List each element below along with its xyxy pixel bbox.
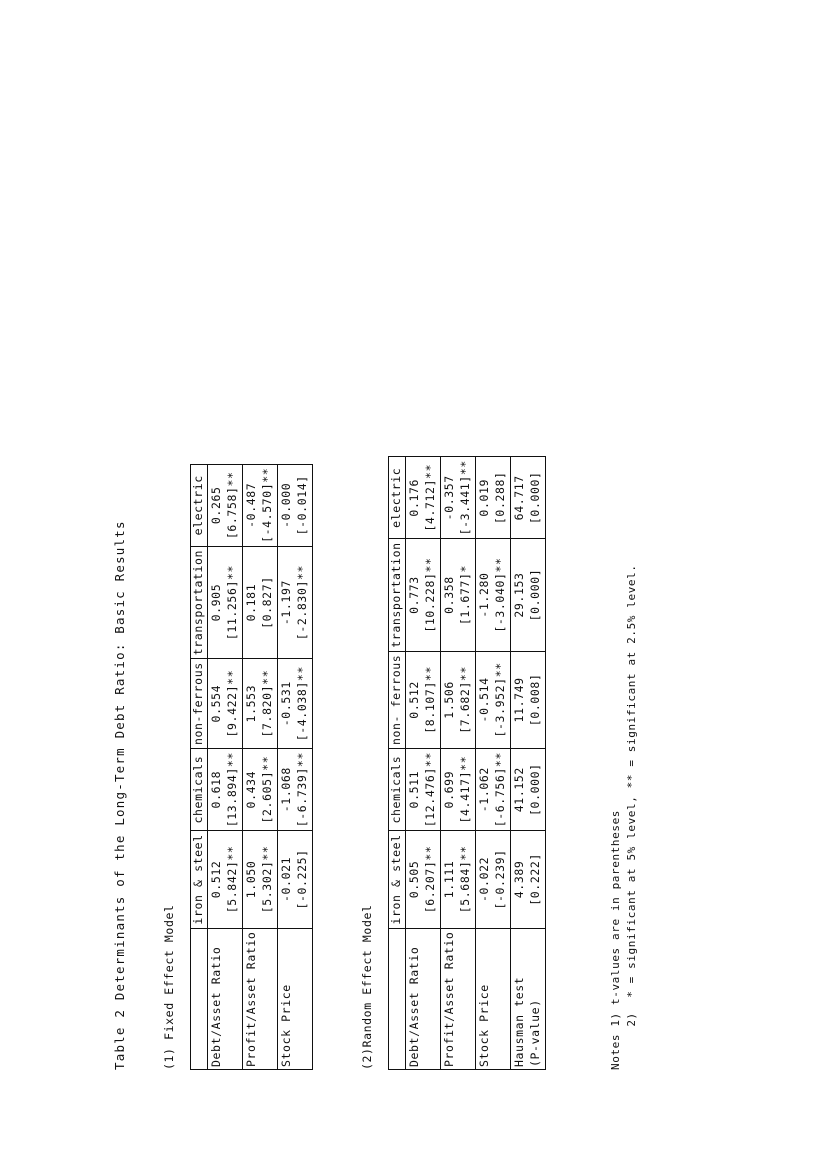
- t-value: [-3.952]**: [493, 662, 507, 738]
- row-label: [406, 928, 441, 1069]
- table-cell: [406, 749, 441, 831]
- table-cell: [243, 749, 278, 831]
- table-row: [476, 457, 511, 1070]
- table-row: [406, 457, 441, 1070]
- coefficient-value: 29.153: [512, 572, 526, 618]
- table-cell: [441, 831, 476, 928]
- coefficient-value: 0.358: [442, 576, 456, 614]
- header-cell: [389, 928, 406, 1069]
- header-cell: chemicals: [191, 749, 208, 831]
- row-label: [441, 928, 476, 1069]
- t-value: [-6.739]**: [295, 752, 309, 828]
- table-cell: [278, 831, 313, 928]
- coefficient-value: 0.554: [209, 684, 223, 723]
- table-cell: [441, 539, 476, 651]
- t-value: [0.827]: [260, 576, 274, 629]
- t-value: [7.682]**: [458, 666, 472, 734]
- header-cell: electric: [389, 457, 406, 539]
- random-effect-label: (2)Random Effect Model: [360, 904, 374, 1070]
- t-value: [5.302]**: [260, 845, 274, 914]
- table-cell: [441, 651, 476, 748]
- coefficient-value: 1.553: [244, 684, 258, 723]
- table-cell: [476, 749, 511, 831]
- t-value: [4.417]**: [458, 755, 472, 824]
- row-label-text: Debt/Asset Ratio: [209, 946, 223, 1067]
- header-cell: transportation: [191, 546, 208, 658]
- header-cell: [191, 928, 208, 1069]
- coefficient-value: -0.487: [244, 482, 258, 528]
- coefficient-value: -0.357: [442, 475, 456, 521]
- coefficient-value: 0.181: [244, 583, 258, 622]
- table-cell: [406, 539, 441, 651]
- t-value: [-0.014]: [295, 475, 309, 536]
- coefficient-value: 0.905: [209, 583, 223, 622]
- table-row: [441, 457, 476, 1070]
- t-value: [11.256]**: [225, 564, 239, 641]
- t-value: [0.222]: [528, 853, 542, 906]
- table-caption: Table 2 Determinants of the Long-Term Debt Ratio: Basic Results: [112, 520, 127, 1070]
- table-cell: [406, 831, 441, 928]
- t-value: [-4.038]**: [295, 666, 309, 742]
- table-cell: [476, 831, 511, 928]
- table-cell: [208, 659, 243, 749]
- t-value: [-6.756]**: [493, 752, 507, 828]
- header-cell: transportation: [389, 539, 406, 651]
- coefficient-value: -0.021: [279, 856, 293, 902]
- coefficient-value: -0.531: [279, 681, 293, 727]
- table-header-row: [389, 457, 406, 1070]
- table-cell: [441, 749, 476, 831]
- coefficient-value: 4.389: [512, 860, 526, 899]
- table-cell: [243, 546, 278, 658]
- t-value: [4.712]**: [423, 463, 437, 532]
- row-label: [208, 928, 243, 1069]
- coefficient-value: -1.062: [477, 767, 491, 813]
- coefficient-value: 0.618: [209, 770, 223, 809]
- t-value: [-3.040]**: [493, 557, 507, 633]
- t-value: [13.894]**: [225, 752, 239, 828]
- table-cell: [208, 464, 243, 546]
- table-cell: [476, 539, 511, 651]
- row-label-text: Stock Price: [477, 984, 491, 1067]
- table-cell: [278, 546, 313, 658]
- t-value: [0.000]: [528, 471, 542, 525]
- table-cell: [208, 749, 243, 831]
- coefficient-value: -0.514: [477, 677, 491, 723]
- table-cell: [243, 831, 278, 928]
- table-row: [208, 464, 243, 1069]
- fixed-effect-label: (1) Fixed Effect Model: [162, 904, 176, 1070]
- note-line: 2) * = significant at 5% level, ** = significant at 2.5% level.: [625, 564, 638, 1070]
- header-cell: iron & steel: [191, 831, 208, 928]
- note-line: Notes 1) t-values are in parentheses: [609, 809, 622, 1070]
- table-cell: [511, 749, 546, 831]
- header-cell: non-ferrous: [191, 659, 208, 749]
- table-cell: [278, 749, 313, 831]
- t-value: [8.107]**: [423, 666, 437, 734]
- table-cell: [406, 457, 441, 539]
- header-cell: electric: [191, 464, 208, 546]
- coefficient-value: -1.197: [279, 580, 293, 626]
- coefficient-value: 0.434: [244, 770, 258, 809]
- t-value: [-0.225]: [295, 849, 309, 910]
- t-value: [-0.239]: [493, 849, 507, 910]
- t-value: [9.422]**: [225, 669, 239, 738]
- table-cell: [208, 831, 243, 928]
- t-value: [0.008]: [528, 673, 542, 727]
- t-value: [6.758]**: [225, 471, 239, 540]
- coefficient-value: 1.506: [442, 681, 456, 719]
- header-cell: chemicals: [389, 749, 406, 831]
- coefficient-value: 41.152: [512, 767, 526, 813]
- t-value: [10.228]**: [423, 557, 437, 633]
- random-effect-table: [388, 456, 546, 1070]
- coefficient-value: 1.111: [442, 860, 456, 899]
- table-cell: [243, 464, 278, 546]
- rotated-page-content: [100, 460, 660, 1070]
- table-cell: [243, 659, 278, 749]
- coefficient-value: 64.717: [512, 475, 526, 521]
- table-row: [243, 464, 278, 1069]
- t-value: [0.288]: [493, 471, 507, 525]
- coefficient-value: -0.000: [279, 482, 293, 528]
- table-notes: [608, 564, 640, 1070]
- coefficient-value: 0.265: [209, 486, 223, 525]
- coefficient-value: -0.022: [477, 856, 491, 902]
- coefficient-value: 0.505: [407, 860, 421, 899]
- coefficient-value: 0.511: [407, 770, 421, 809]
- t-value: [5.842]**: [225, 845, 239, 914]
- t-value: [0.000]: [528, 763, 542, 816]
- t-value: [12.476]**: [423, 752, 437, 828]
- table-cell: [406, 651, 441, 748]
- table-row: [511, 457, 546, 1070]
- row-label-subtext: (P-value): [528, 999, 542, 1067]
- coefficient-value: 0.699: [442, 770, 456, 809]
- t-value: [7.820]**: [260, 669, 274, 738]
- table-cell: [511, 457, 546, 539]
- table-cell: [278, 464, 313, 546]
- t-value: [1.677]*: [458, 564, 472, 626]
- coefficient-value: 11.749: [512, 677, 526, 723]
- t-value: [0.000]: [528, 568, 542, 622]
- coefficient-value: -1.280: [477, 572, 491, 618]
- row-label-text: Debt/Asset Ratio: [407, 946, 421, 1067]
- row-label-text: Stock Price: [279, 984, 293, 1067]
- table-cell: [441, 457, 476, 539]
- row-label: [243, 928, 278, 1069]
- row-label: [278, 928, 313, 1069]
- coefficient-value: 0.019: [477, 478, 491, 517]
- t-value: [-2.830]**: [295, 564, 309, 641]
- coefficient-value: 0.512: [209, 860, 223, 899]
- row-label-text: Profit/Asset Ratio: [244, 931, 258, 1067]
- coefficient-value: 0.176: [407, 478, 421, 517]
- table-cell: [476, 457, 511, 539]
- table-cell: [476, 651, 511, 748]
- coefficient-value: 1.050: [244, 860, 258, 899]
- t-value: [-4.570]**: [260, 467, 274, 543]
- t-value: [6.207]**: [423, 845, 437, 914]
- t-value: [-3.441]**: [458, 460, 472, 536]
- coefficient-value: 0.773: [407, 576, 421, 614]
- table-cell: [511, 651, 546, 748]
- coefficient-value: 0.512: [407, 681, 421, 719]
- table-cell: [511, 539, 546, 651]
- table-row: [278, 464, 313, 1069]
- t-value: [2.605]**: [260, 755, 274, 824]
- t-value: [5.684]**: [458, 845, 472, 914]
- table-cell: [208, 546, 243, 658]
- row-label-text: Profit/Asset Ratio: [442, 931, 456, 1067]
- table-cell: [278, 659, 313, 749]
- coefficient-value: -1.068: [279, 767, 293, 813]
- row-label-text: Hausman test: [512, 976, 526, 1067]
- table-cell: [511, 831, 546, 928]
- table-header-row: [191, 464, 208, 1069]
- fixed-effect-table: [190, 464, 313, 1070]
- header-cell: non- ferrous: [389, 651, 406, 748]
- row-label: [511, 928, 546, 1069]
- header-cell: iron & steel: [389, 831, 406, 928]
- row-label: [476, 928, 511, 1069]
